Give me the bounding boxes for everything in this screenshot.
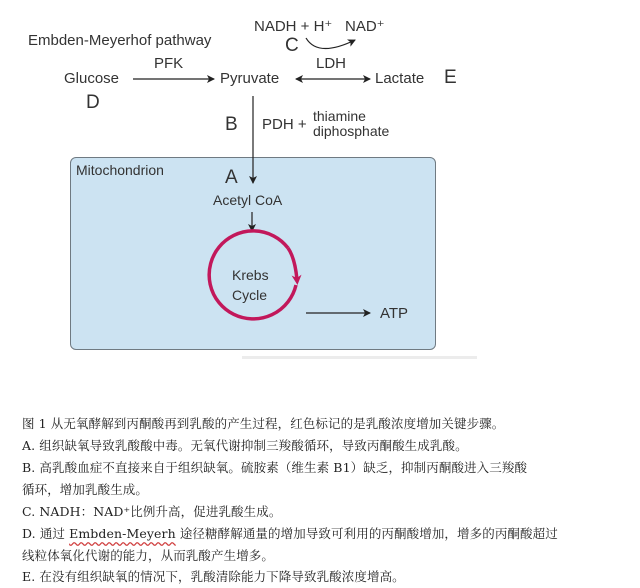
caption-option-e: E. 在没有组织缺氧的情况下，乳酸清除能力下降导致乳酸浓度增高。 (22, 569, 405, 584)
nad-label: NAD⁺ (345, 18, 385, 35)
caption-option-d-line2: 线粒体氧化代谢的能力，从而乳酸产生增多。 (22, 548, 275, 563)
caption-option-a: A. 组织缺氧导致乳酸酸中毒。无氧代谢抑制三羧酸循环，导致丙酮酸生成乳酸。 (22, 438, 468, 453)
caption-option-b-line1: B. 高乳酸血症不直接来自于组织缺氧。硫胺素（维生素 B1）缺乏，抑制丙酮酸进入三羧酸 (22, 460, 528, 475)
atp-node: ATP (380, 305, 409, 322)
caption-option-c: C. NADH：NAD⁺比例升高，促进乳酸生成。 (22, 504, 282, 519)
marker-a: A (225, 167, 238, 188)
option-d-rest: 途径糖酵解通量的增加导致可利用的丙酮酸增加，增多的丙酮酸超过 (175, 526, 558, 541)
krebs-label-line2: Cycle (232, 287, 268, 303)
pdh-label: PDH + (262, 116, 307, 133)
krebs-label-line1: Krebs (232, 267, 269, 283)
ldh-label: LDH (316, 55, 347, 72)
caption-option-b-line2: 循环，增加乳酸生成。 (22, 482, 149, 497)
acetyl-coa-node: Acetyl CoA (213, 192, 283, 208)
cofactor-line2: diphosphate (313, 123, 390, 139)
marker-b: B (225, 114, 238, 135)
lactate-node: Lactate (375, 70, 425, 87)
cofactor-line1: thiamine (313, 108, 366, 124)
marker-e: E (444, 67, 457, 88)
pyruvate-node: Pyruvate (220, 70, 280, 87)
option-d-prefix: D. 通过 (22, 526, 70, 541)
mitochondrion-label: Mitochondrion (76, 162, 164, 178)
marker-c: C (285, 35, 299, 56)
pfk-label: PFK (154, 55, 184, 72)
spellcheck-term: Embden-Meyerh (69, 526, 176, 541)
nadh-label: NADH + H⁺ (254, 18, 333, 35)
nadh-nad-arrow (306, 38, 355, 49)
caption-option-d-line1 (22, 524, 558, 542)
glucose-node: Glucose (64, 70, 120, 87)
pathway-title: Embden-Meyerhof pathway (28, 32, 212, 49)
caption-title: 图 1 从无氧酵解到丙酮酸再到乳酸的产生过程，红色标记的是乳酸浓度增加关键步骤。 (22, 416, 505, 431)
marker-d: D (86, 92, 100, 113)
